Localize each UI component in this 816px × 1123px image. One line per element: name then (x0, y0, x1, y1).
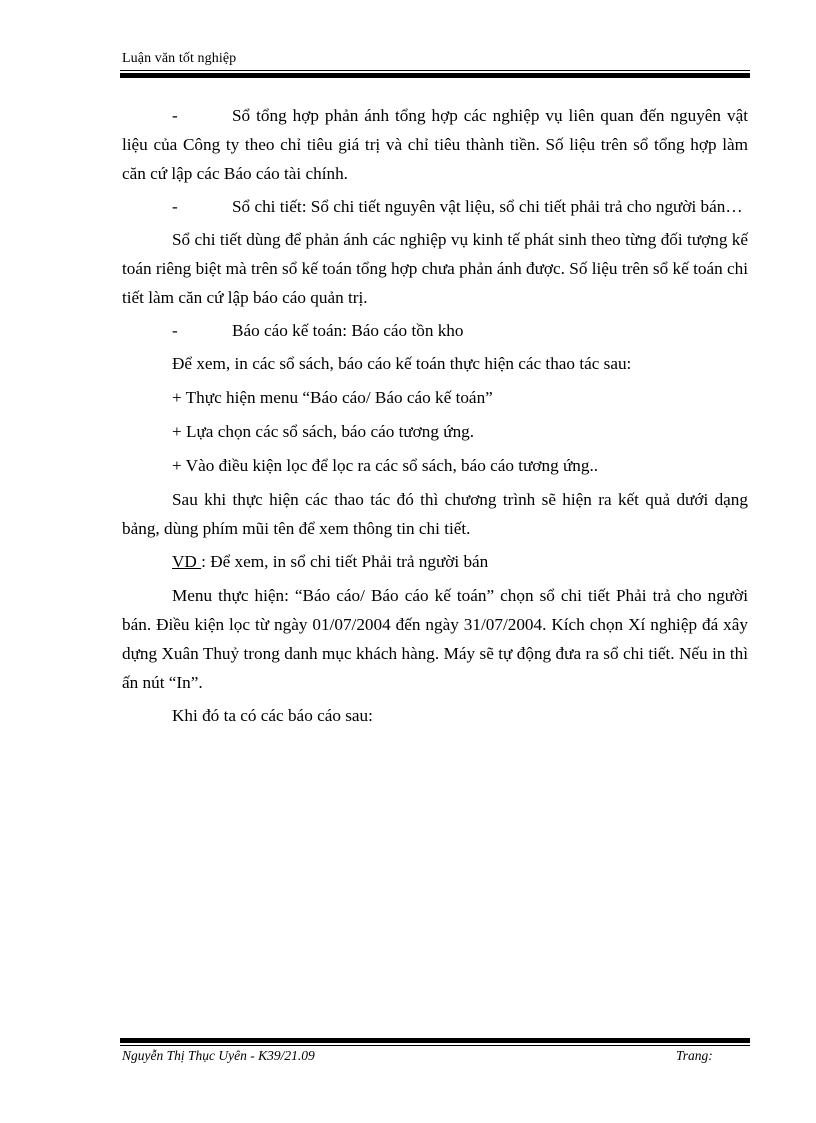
bullet-dash: - (172, 106, 178, 125)
paragraph-9: Sau khi thực hiện các thao tác đó thì chương trình sẽ hiện ra kết quả dưới dạng bảng, dùng phím mũi tên để xem thông tin chi tiết. (122, 490, 748, 538)
bullet-dash: - (172, 321, 178, 340)
paragraph-text: Sổ tổng hợp phản ánh tổng hợp các nghiệp vụ liên quan đến nguyên vật liệu của Công ty theo chỉ tiêu giá trị và chỉ tiêu thành tiền. Số liệu trên sổ tổng hợp làm căn cứ lập các Báo cáo tài chính. (122, 106, 748, 183)
paragraph-8: + Vào điều kiện lọc để lọc ra các sổ sách, báo cáo tương ứng.. (172, 456, 599, 475)
footer-rule (120, 1038, 750, 1046)
paragraph-7: + Lựa chọn các sổ sách, báo cáo tương ứng. (172, 422, 475, 441)
footer-rule-thick (120, 1038, 750, 1043)
header-rule-thin (120, 70, 750, 71)
paragraph-6: + Thực hiện menu “Báo cáo/ Báo cáo kế toán” (172, 388, 493, 407)
paragraph-bullet-4 (122, 316, 748, 345)
example-label: VD (172, 552, 202, 571)
paragraph-bullet-2 (122, 192, 748, 221)
paragraph-5: Để xem, in các sổ sách, báo cáo kế toán thực hiện các thao tác sau: (172, 354, 632, 373)
paragraph-text: : Để xem, in sổ chi tiết Phải trả người bán (201, 552, 489, 571)
footer-author: Nguyễn Thị Thục Uyên - K39/21.09 (122, 1048, 315, 1063)
bullet-dash: - (172, 197, 178, 216)
header-title: Luận văn tốt nghiệp (122, 51, 237, 66)
footer-rule-thin (120, 1045, 750, 1046)
paragraph-3: Sổ chi tiết dùng để phản ánh các nghiệp vụ kinh tế phát sinh theo từng đối tượng kế toán riêng biệt mà trên sổ kế toán tổng hợp chưa phản ánh được. Số liệu trên sổ kế toán chi tiết làm căn cứ lập báo cáo quản trị. (122, 230, 748, 307)
paragraph-11: Menu thực hiện: “Báo cáo/ Báo cáo kế toán” chọn sổ chi tiết Phải trả cho người bán. Điều kiện lọc từ ngày 01/07/2004 đến ngày 31/07/2004. Kích chọn Xí nghiệp đá xây dựng Xuân Thuỷ trong danh mục khách hàng. Máy sẽ tự động đưa ra sổ chi tiết. Nếu in thì ấn nút “In”. (122, 586, 748, 692)
paragraph-10 (122, 547, 748, 576)
paragraph-bullet-1 (122, 101, 748, 188)
header-rule-thick (120, 73, 750, 78)
paragraph-text: Báo cáo kế toán: Báo cáo tồn kho (232, 321, 464, 340)
body-text (122, 101, 748, 735)
header-rule (120, 70, 750, 79)
paragraph-text: Sổ chi tiết: Sổ chi tiết nguyên vật liệu, sổ chi tiết phải trả cho người bán… (232, 197, 743, 216)
footer-page-label: Trang: (676, 1048, 713, 1063)
paragraph-12: Khi đó ta có các báo cáo sau: (172, 706, 373, 725)
